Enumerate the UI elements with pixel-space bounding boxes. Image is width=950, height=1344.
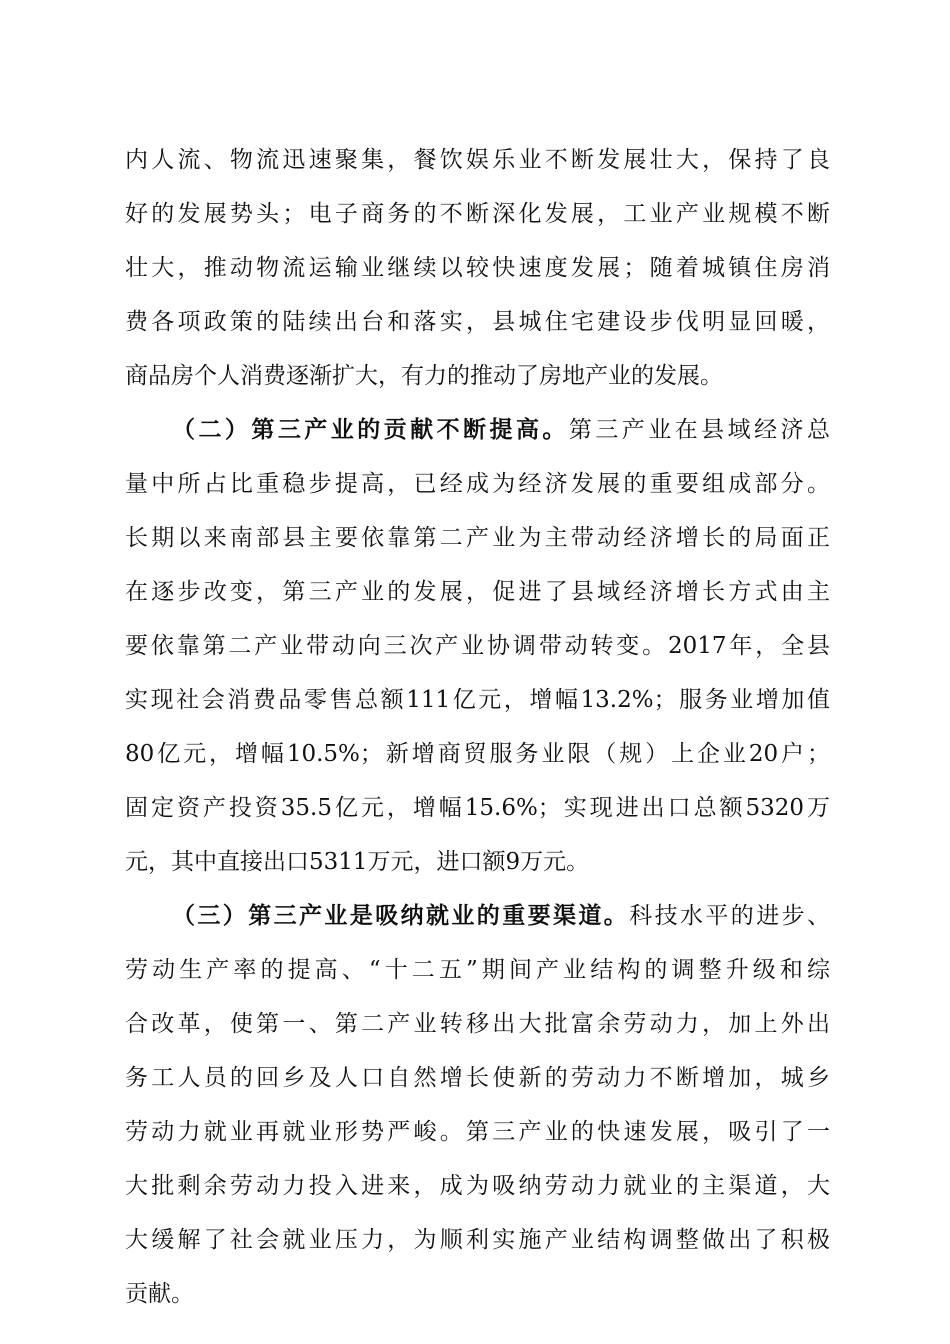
text-line: 大缓解了社会就业压力，为顺利实施产业结构调整做出了积极	[125, 1227, 830, 1253]
text-line: 合改革，使第一、第二产业转移出大批富余劳动力，加上外出	[125, 1011, 830, 1037]
heading-continuation: 第三产业在县域经济总	[568, 417, 830, 443]
section-heading: （二）第三产业的贡献不断提高。	[172, 416, 569, 443]
text-line: 量中所占比重稳步提高，已经成为经济发展的重要组成部分。	[125, 471, 830, 497]
text-line: 固定资产投资35.5亿元，增幅15.6%；实现进出口总额5320万	[125, 795, 830, 821]
text-line: 元，其中直接出口5311万元，进口额9万元。	[125, 849, 590, 875]
section-heading: （三）第三产业是吸纳就业的重要渠道。	[172, 902, 630, 929]
text-line: 务工人员的回乡及人口自然增长使新的劳动力不断增加，城乡	[125, 1065, 830, 1091]
text-line: 在逐步改变，第三产业的发展，促进了县域经济增长方式由主	[125, 579, 830, 605]
text-line: 劳动力就业再就业形势严峻。第三产业的快速发展，吸引了一	[125, 1119, 830, 1145]
text-line: 商品房个人消费逐渐扩大，有力的推动了房地产业的发展。	[125, 363, 723, 389]
paragraph-first-line	[172, 889, 830, 943]
heading-continuation: 科技水平的进步、	[629, 903, 830, 929]
text-line: 80亿元，增幅10.5%；新增商贸服务业限（规）上企业20户；	[125, 741, 830, 767]
text-line: 要依靠第二产业带动向三次产业协调带动转变。2017年，全县	[125, 633, 830, 659]
text-line: 费各项政策的陆续出台和落实，县城住宅建设步伐明显回暖，	[125, 309, 830, 335]
text-line: 壮大，推动物流运输业继续以较快速度发展；随着城镇住房消	[125, 255, 830, 281]
text-line: 长期以来南部县主要依靠第二产业为主带动经济增长的局面正	[125, 525, 830, 551]
paragraph-first-line	[172, 403, 830, 457]
text-line: 劳动生产率的提高、“十二五”期间产业结构的调整升级和综	[125, 957, 830, 983]
text-line: 好的发展势头；电子商务的不断深化发展，工业产业规模不断	[125, 201, 830, 227]
text-line: 实现社会消费品零售总额111亿元，增幅13.2%；服务业增加值	[125, 687, 830, 713]
text-line: 贡献。	[125, 1281, 194, 1307]
text-line: 大批剩余劳动力投入进来，成为吸纳劳动力就业的主渠道，大	[125, 1173, 830, 1199]
text-line: 内人流、物流迅速聚集，餐饮娱乐业不断发展壮大，保持了良	[125, 147, 830, 173]
